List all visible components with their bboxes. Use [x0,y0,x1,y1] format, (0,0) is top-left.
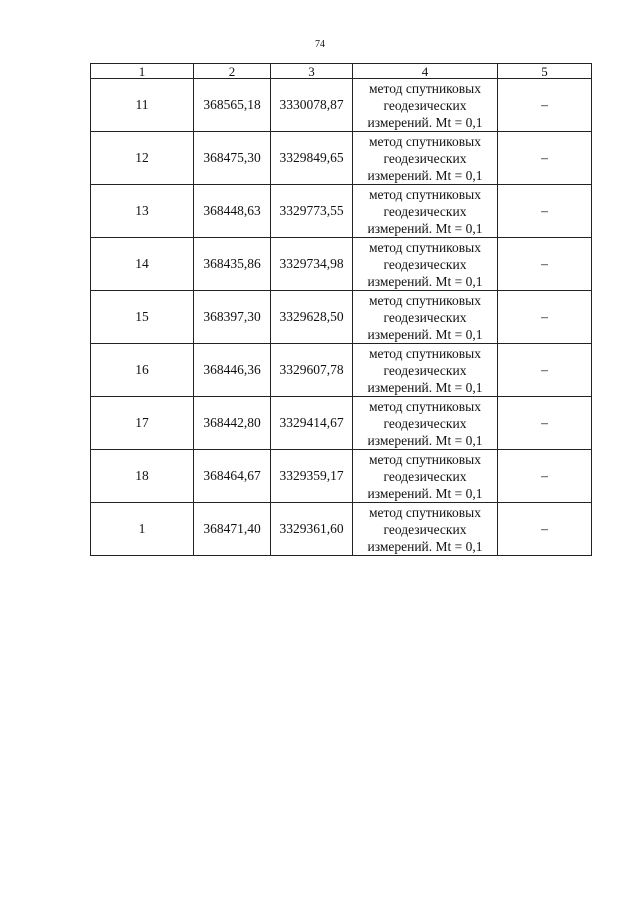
method-line: измерений. Mt = 0,1 [367,273,483,289]
point-number-cell: 16 [91,344,194,397]
y-coordinate-cell: 3329361,60 [271,503,353,556]
x-coordinate-cell: 368464,67 [194,450,271,503]
method-line: геодезических [383,256,467,272]
x-coordinate-cell: 368448,63 [194,185,271,238]
y-coordinate-cell: 3329414,67 [271,397,353,450]
y-coordinate-cell: 3329734,98 [271,238,353,291]
method-line: геодезических [383,203,467,219]
note-cell: – [498,397,592,450]
x-coordinate-cell: 368397,30 [194,291,271,344]
method-line: метод спутниковых [369,292,481,308]
column-header: 2 [194,64,271,79]
x-coordinate-cell: 368475,30 [194,132,271,185]
method-line: метод спутниковых [369,398,481,414]
method-line: измерений. Mt = 0,1 [367,114,483,130]
table-header-row [91,64,592,79]
method-line: метод спутниковых [369,133,481,149]
method-line: метод спутниковых [369,80,481,96]
note-cell: – [498,132,592,185]
note-cell: – [498,79,592,132]
point-number-cell: 14 [91,238,194,291]
x-coordinate-cell: 368442,80 [194,397,271,450]
column-header: 3 [271,64,353,79]
point-number-cell: 15 [91,291,194,344]
method-line: измерений. Mt = 0,1 [367,538,483,554]
note-cell: – [498,450,592,503]
x-coordinate-cell: 368435,86 [194,238,271,291]
method-cell [353,397,498,450]
y-coordinate-cell: 3329359,17 [271,450,353,503]
note-cell: – [498,238,592,291]
table-row [91,397,592,450]
table-row [91,79,592,132]
x-coordinate-cell: 368446,36 [194,344,271,397]
method-line: метод спутниковых [369,186,481,202]
y-coordinate-cell: 3329773,55 [271,185,353,238]
point-number-cell: 13 [91,185,194,238]
method-line: измерений. Mt = 0,1 [367,220,483,236]
method-cell [353,79,498,132]
method-line: геодезических [383,150,467,166]
method-cell [353,132,498,185]
table-row [91,185,592,238]
method-line: измерений. Mt = 0,1 [367,379,483,395]
method-cell [353,185,498,238]
table-row [91,291,592,344]
method-line: геодезических [383,97,467,113]
table-row [91,238,592,291]
table-body [91,79,592,556]
y-coordinate-cell: 3329607,78 [271,344,353,397]
y-coordinate-cell: 3330078,87 [271,79,353,132]
point-number-cell: 11 [91,79,194,132]
note-cell: – [498,185,592,238]
method-line: геодезических [383,521,467,537]
column-header: 4 [353,64,498,79]
page-number: 74 [315,39,325,50]
note-cell: – [498,503,592,556]
method-line: метод спутниковых [369,504,481,520]
table-row [91,450,592,503]
x-coordinate-cell: 368565,18 [194,79,271,132]
y-coordinate-cell: 3329628,50 [271,291,353,344]
method-line: геодезических [383,468,467,484]
method-line: геодезических [383,362,467,378]
method-line: метод спутниковых [369,239,481,255]
method-line: измерений. Mt = 0,1 [367,485,483,501]
method-line: метод спутниковых [369,345,481,361]
note-cell: – [498,344,592,397]
x-coordinate-cell: 368471,40 [194,503,271,556]
method-line: измерений. Mt = 0,1 [367,326,483,342]
point-number-cell: 17 [91,397,194,450]
point-number-cell: 12 [91,132,194,185]
method-line: измерений. Mt = 0,1 [367,432,483,448]
method-line: измерений. Mt = 0,1 [367,167,483,183]
y-coordinate-cell: 3329849,65 [271,132,353,185]
table-row [91,503,592,556]
table-row [91,132,592,185]
method-line: геодезических [383,309,467,325]
method-line: геодезических [383,415,467,431]
method-cell [353,238,498,291]
column-header: 5 [498,64,592,79]
method-cell [353,503,498,556]
coordinates-table [90,63,592,556]
point-number-cell: 1 [91,503,194,556]
table-row [91,344,592,397]
method-cell [353,291,498,344]
method-cell [353,344,498,397]
column-header: 1 [91,64,194,79]
point-number-cell: 18 [91,450,194,503]
note-cell: – [498,291,592,344]
method-line: метод спутниковых [369,451,481,467]
method-cell [353,450,498,503]
